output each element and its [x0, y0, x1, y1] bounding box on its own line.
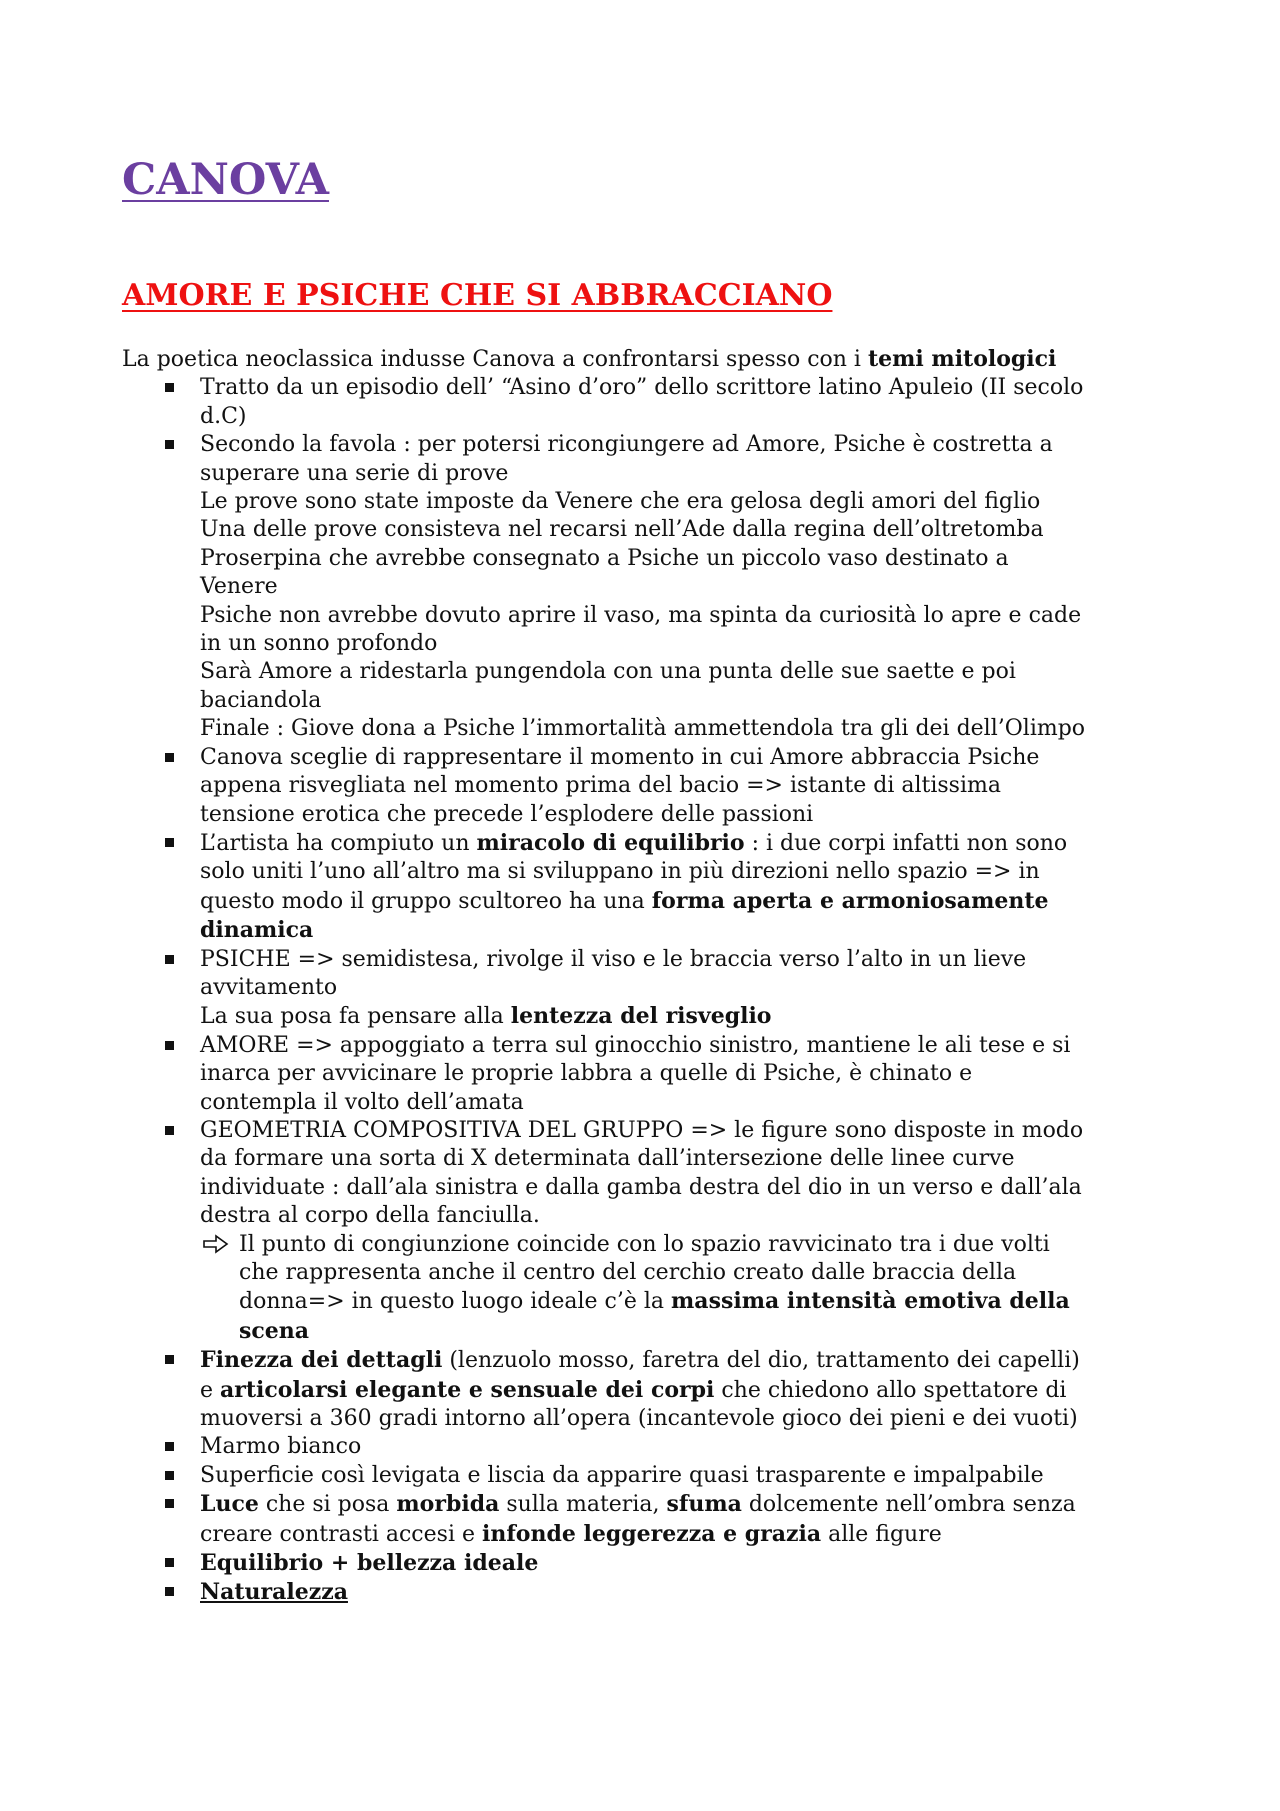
bold-run: sfuma	[666, 1491, 742, 1518]
bullet-line: da formare una sorta di X determinata dall’intersezione delle linee curve	[200, 1146, 1015, 1172]
square-bullet-icon	[165, 440, 174, 449]
square-bullet-icon	[165, 955, 174, 964]
text-run: e	[200, 1377, 221, 1403]
bullet-line: superare una serie di prove	[200, 460, 509, 486]
bold-run: scena	[239, 1317, 310, 1344]
bullet-item-origin	[122, 374, 1172, 431]
bullet-line	[200, 1346, 1172, 1375]
square-bullet-icon	[165, 1499, 174, 1508]
bullet-line: solo uniti l’uno all’altro ma si sviluppano in più direzioni nello spazio => in	[200, 859, 1040, 885]
text-run: La sua posa fa pensare alla	[200, 1004, 511, 1030]
text-run: che chiedono allo spettatore di	[714, 1377, 1067, 1403]
bullet-line: in un sonno profondo	[200, 631, 438, 657]
bold-run: lentezza del risveglio	[510, 1003, 772, 1030]
sub-bullet-item	[200, 1231, 1172, 1347]
bullet-line	[200, 887, 1172, 916]
bullet-line: contempla il volto dell’amata	[200, 1089, 524, 1115]
bullet-line: Superficie così levigata e liscia da apparire quasi trasparente e impalpabile	[200, 1462, 1044, 1488]
bullet-item-naturalness	[122, 1578, 1172, 1607]
bullet-line	[200, 1002, 1172, 1031]
text-run: (lenzuolo mosso, faretra del dio, trattamento dei capelli)	[442, 1348, 1080, 1374]
sub-bullet-line: Il punto di congiunzione coincide con lo spazio ravvicinato tra i due volti	[239, 1231, 1050, 1257]
bold-run: Luce	[200, 1491, 259, 1518]
bullet-line: Marmo bianco	[200, 1434, 362, 1460]
bold-run: dinamica	[200, 917, 314, 944]
text-run: questo modo il gruppo scultoreo ha una	[200, 888, 652, 914]
bullet-line: muoversi a 360 gradi intorno all’opera (incantevole gioco dei pieni e dei vuoti)	[200, 1406, 1078, 1432]
bullet-line: AMORE => appoggiato a terra sul ginocchio sinistro, mantiene le ali tese e si	[200, 1032, 1071, 1058]
section-heading: AMORE E PSICHE CHE SI ABBRACCIANO	[122, 278, 833, 313]
bold-run: miracolo di equilibrio	[476, 829, 745, 856]
bullet-item-details	[122, 1346, 1172, 1433]
bullet-item-equilibrium	[122, 829, 1172, 946]
bullet-item-marble	[122, 1433, 1172, 1461]
intro-paragraph	[122, 345, 1172, 374]
bold-run: forma aperta e armoniosamente	[651, 887, 1049, 914]
bullet-item-light	[122, 1490, 1172, 1549]
bullet-line: Venere	[200, 574, 278, 600]
bold-run: infonde leggerezza e grazia	[481, 1520, 822, 1547]
bullet-item-surface	[122, 1462, 1172, 1490]
bullet-line: baciandola	[200, 687, 322, 713]
text-run: dolcemente nell’ombra senza	[741, 1492, 1076, 1518]
bullet-line: Tratto da un episodio dell’ “Asino d’oro” dello scrittore latino Apuleio (II secolo	[200, 375, 1084, 401]
bullet-line: inarca per avvicinare le proprie labbra a quelle di Psiche, è chinato e	[200, 1061, 973, 1087]
bullet-item-psiche	[122, 946, 1172, 1032]
square-bullet-icon	[165, 1587, 174, 1596]
bullet-line: d.C)	[200, 403, 247, 429]
square-bullet-icon	[165, 753, 174, 762]
bullet-line: individuate : dall’ala sinistra e dalla gamba destra del dio in un verso e dall’ala	[200, 1174, 1082, 1200]
bullet-line: Psiche non avrebbe dovuto aprire il vaso, ma spinta da curiosità lo apre e cade	[200, 602, 1082, 628]
bold-run: morbida	[396, 1491, 500, 1518]
document-body	[122, 345, 1172, 1608]
bold-run: massima intensità emotiva della	[671, 1288, 1070, 1315]
bullet-line	[200, 1376, 1172, 1405]
bullet-item-geometry	[122, 1117, 1172, 1346]
sub-bullet-line	[239, 1317, 1172, 1346]
bullet-line: Le prove sono state imposte da Venere che era gelosa degli amori del figlio	[200, 489, 1041, 515]
text-run: creare contrasti accesi e	[200, 1521, 482, 1547]
bullet-item-amore	[122, 1032, 1172, 1117]
bullet-line	[200, 1578, 1172, 1607]
text-run: L’artista ha compiuto un	[200, 830, 477, 856]
square-bullet-icon	[165, 838, 174, 847]
text-run: che si posa	[258, 1492, 397, 1518]
bullet-line	[200, 829, 1172, 858]
intro-bold: temi mitologici	[867, 346, 1057, 372]
bullet-line: destra al corpo della fanciulla.	[200, 1203, 540, 1229]
bullet-line	[200, 1490, 1172, 1519]
bullet-line	[200, 1549, 1172, 1578]
arrow-right-icon	[201, 1231, 231, 1259]
square-bullet-icon	[165, 1355, 174, 1364]
text-run: alle figure	[821, 1521, 942, 1547]
square-bullet-icon	[165, 1471, 174, 1480]
square-bullet-icon	[165, 1558, 174, 1567]
bullet-line: PSICHE => semidistesa, rivolge il viso e le braccia verso l’alto in un lieve	[200, 946, 1027, 972]
bold-underlined-run: Naturalezza	[200, 1579, 348, 1606]
bullet-line: appena risvegliata nel momento prima del bacio => istante di altissima	[200, 773, 1001, 799]
bullet-item-fable	[122, 431, 1172, 743]
bullet-line: Proserpina che avrebbe consegnato a Psiche un piccolo vaso destinato a	[200, 545, 1009, 571]
bullet-line	[200, 916, 1172, 945]
square-bullet-icon	[165, 1126, 174, 1135]
sub-bullet-line: che rappresenta anche il centro del cerchio creato dalle braccia della	[239, 1260, 1017, 1285]
bullet-line: Secondo la favola : per potersi ricongiungere ad Amore, Psiche è costretta a	[200, 432, 1053, 458]
square-bullet-icon	[165, 1442, 174, 1451]
bullet-line: tensione erotica che precede l’esplodere delle passioni	[200, 801, 814, 827]
bold-run: Equilibrio + bellezza ideale	[200, 1550, 539, 1577]
bullet-line: Una delle prove consisteva nel recarsi nell’Ade dalla regina dell’oltretomba	[200, 517, 1044, 543]
bold-run: Finezza dei dettagli	[200, 1347, 443, 1374]
bullet-line: avvitamento	[200, 974, 338, 1000]
intro-text: La poetica neoclassica indusse Canova a confrontarsi spesso con i	[122, 347, 868, 372]
bullet-item-ideal-beauty	[122, 1549, 1172, 1578]
bullet-line: Sarà Amore a ridestarla pungendola con una punta delle sue saette e poi	[200, 659, 1016, 685]
bullet-line: Finale : Giove dona a Psiche l’immortalità ammettendola tra gli dei dell’Olimpo	[200, 716, 1086, 742]
bullet-line: Canova sceglie di rappresentare il momento in cui Amore abbraccia Psiche	[200, 744, 1040, 770]
square-bullet-icon	[165, 1041, 174, 1050]
bullet-line: GEOMETRIA COMPOSITIVA DEL GRUPPO => le figure sono disposte in modo	[200, 1117, 1084, 1143]
bullet-list	[122, 374, 1172, 1607]
sub-bullet-line	[239, 1287, 1172, 1316]
text-run: : i due corpi infatti non sono	[744, 830, 1068, 856]
bullet-item-moment	[122, 744, 1172, 829]
document-title: CANOVA	[122, 155, 329, 205]
square-bullet-icon	[165, 383, 174, 392]
text-run: sulla materia,	[499, 1492, 667, 1518]
bullet-line	[200, 1520, 1172, 1549]
bold-run: articolarsi elegante e sensuale dei corpi	[220, 1376, 715, 1403]
text-run: donna=> in questo luogo ideale c’è la	[239, 1289, 672, 1315]
